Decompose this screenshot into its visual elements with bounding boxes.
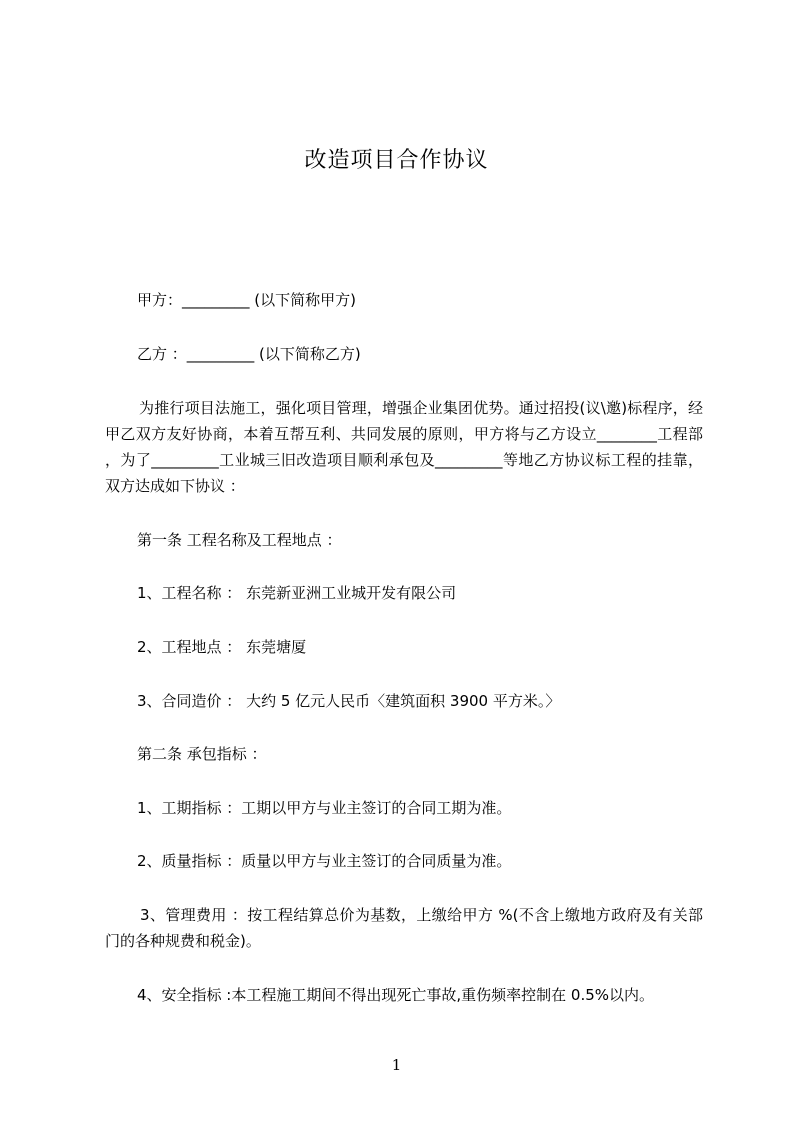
intro-paragraph: 为推行项目法施工，强化项目管理，增强企业集团优势。通过招投(议\邀)标程序，经甲乙双方友好协商，本着互帮互利、共同发展的原则，甲方将与乙方设立________工程部 ，为了_________工业城三旧改造项目顺利承包及_________等地乙方协议标工程的挂靠，双方达成如下协议 ： bbox=[105, 399, 703, 495]
page-number: 1 bbox=[391, 1056, 402, 1074]
article-2-item-3: 3、管理费用 ：按工程结算总价为基数，上缴给甲方 %(不含上缴地方政府及有关部门的各种规费和税金)。 bbox=[105, 906, 703, 950]
article-1-item-1: 1、工程名称 ： 东莞新亚洲工业城开发有限公司 bbox=[137, 584, 457, 602]
article-1-item-3: 3、合同造价 ： 大约 5 亿元人民币〈建筑面积 3900 平方米。〉 bbox=[137, 692, 561, 710]
article-2-item-2: 2、质量指标 ：质量以甲方与业主签订的合同质量为准。 bbox=[137, 852, 512, 870]
party-a-line: 甲方：_________ (以下简称甲方) bbox=[137, 291, 356, 309]
article-2-item-1: 1、工期指标 ：工期以甲方与业主签订的合同工期为准。 bbox=[137, 799, 512, 817]
document-title: 改造项目合作协议 bbox=[304, 148, 489, 173]
article-2-heading: 第二条 承包指标 ： bbox=[137, 745, 267, 763]
article-1-heading: 第一条 工程名称及工程地点 ： bbox=[137, 531, 342, 549]
party-b-line: 乙方 ：_________ (以下简称乙方) bbox=[137, 345, 361, 363]
article-2-item-4: 4、安全指标 :本工程施工期间不得出现死亡事故,重伤频率控制在 0.5%以内。 bbox=[137, 986, 655, 1004]
article-1-item-2: 2、工程地点 ： 东莞塘厦 bbox=[137, 638, 307, 656]
